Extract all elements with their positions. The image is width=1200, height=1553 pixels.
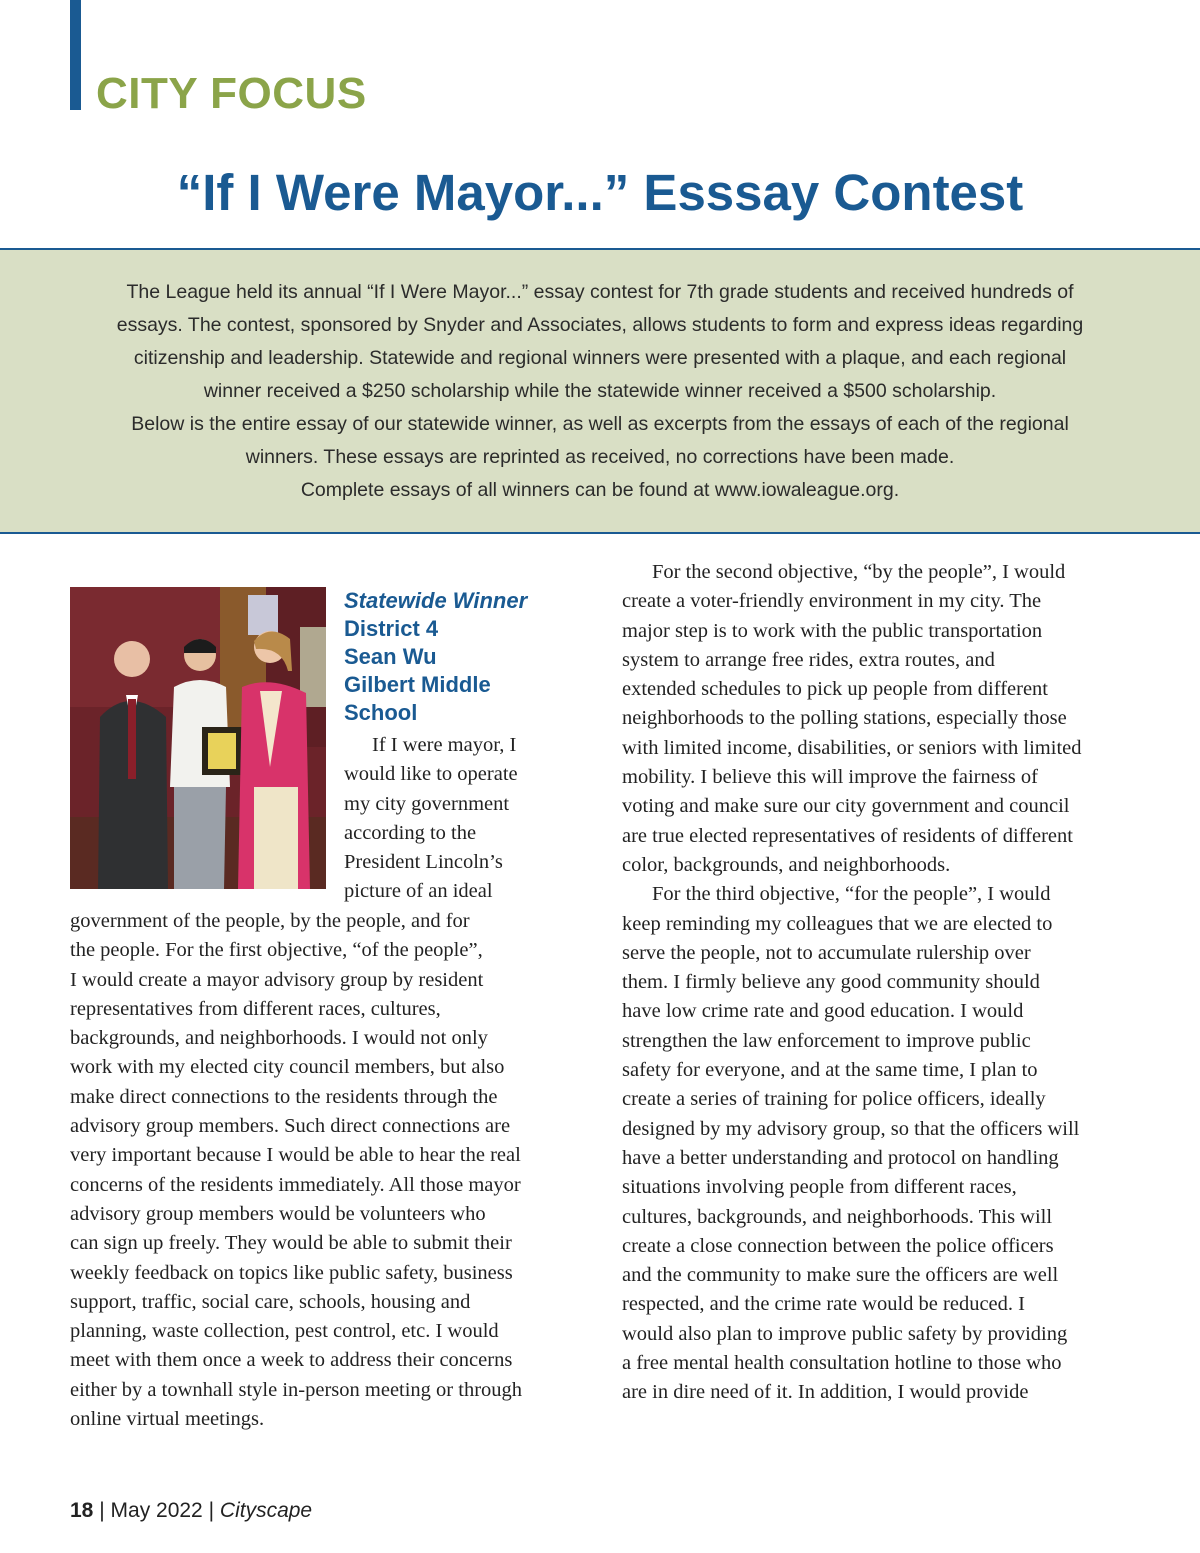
page-number: 18 <box>70 1499 94 1522</box>
essay-line: create a close connection between the police officers <box>622 1234 1054 1257</box>
essay-line: government of the people, by the people, and for <box>70 910 470 932</box>
intro-line: essays. The contest, sponsored by Snyder and Associates, allows students to form and express ideas regarding <box>116 314 1084 336</box>
essay-line: color, backgrounds, and neighborhoods. <box>622 853 951 876</box>
essay-line: For the second objective, “by the people”, I would <box>652 561 1066 583</box>
essay-line: President Lincoln’s <box>344 851 503 874</box>
footer-separator: | <box>99 1499 105 1522</box>
essay-line: either by a townhall style in-person meeting or through <box>70 1378 523 1401</box>
essay-column-left <box>70 907 582 1434</box>
intro-box <box>0 248 1200 534</box>
essay-line: backgrounds, and neighborhoods. I would not only <box>70 1027 488 1050</box>
section-accent-bar <box>70 0 81 110</box>
winner-byline <box>344 587 584 727</box>
essay-line: and the community to make sure the officers are well <box>622 1264 1059 1287</box>
intro-paragraph <box>60 276 1140 507</box>
essay-line: are true elected representatives of residents of different <box>622 824 1073 847</box>
essay-line: have low crime rate and good education. I would <box>622 1000 1024 1023</box>
essay-line: create a series of training for police officers, ideally <box>622 1088 1046 1111</box>
winner-name: Sean Wu <box>344 644 437 669</box>
essay-line: online virtual meetings. <box>70 1408 265 1431</box>
essay-column-right <box>622 558 1137 1408</box>
issue-date: May 2022 <box>110 1499 203 1522</box>
essay-line: would like to operate <box>344 763 518 786</box>
essay-line: advisory group members would be volunteers who <box>70 1202 486 1225</box>
essay-wrap-column <box>344 731 576 907</box>
winner-photo <box>70 587 326 889</box>
essay-line: serve the people, not to accumulate rulership over <box>622 941 1031 964</box>
essay-line: extended schedules to pick up people from different <box>622 678 1048 701</box>
essay-line: picture of an ideal <box>344 880 493 903</box>
winner-school: Gilbert Middle <box>344 672 491 697</box>
essay-line: If I were mayor, I <box>372 734 517 756</box>
essay-line: safety for everyone, and at the same time, I plan to <box>622 1059 1038 1082</box>
essay-line: planning, waste collection, pest control, etc. I would <box>70 1320 499 1343</box>
essay-line: work with my elected city council members, but also <box>70 1056 505 1079</box>
winner-award: Statewide Winner <box>344 588 528 613</box>
essay-line: have a better understanding and protocol on handling <box>622 1146 1059 1169</box>
essay-line: my city government <box>344 792 510 815</box>
essay-line: according to the <box>344 821 477 844</box>
essay-line: neighborhoods to the polling stations, especially those <box>622 707 1067 730</box>
intro-line: winners. These essays are reprinted as received, no corrections have been made. <box>245 446 955 468</box>
article-headline: “If I Were Mayor...” Esssay Contest <box>176 164 1024 221</box>
essay-line: them. I firmly believe any good community should <box>622 971 1040 994</box>
essay-line: with limited income, disabilities, or seniors with limited <box>622 736 1082 759</box>
essay-line: representatives from different races, cultures, <box>70 997 441 1020</box>
essay-line: I would create a mayor advisory group by resident <box>70 968 484 991</box>
essay-line: can sign up freely. They would be able to submit their <box>70 1232 512 1255</box>
essay-line: designed by my advisory group, so that the officers will <box>622 1117 1080 1140</box>
essay-line: support, traffic, social care, schools, housing and <box>70 1290 471 1313</box>
page-footer <box>70 1496 312 1526</box>
essay-line: concerns of the residents immediately. All those mayor <box>70 1173 521 1196</box>
essay-line: advisory group members. Such direct connections are <box>70 1115 511 1138</box>
essay-line: keep reminding my colleagues that we are elected to <box>622 912 1053 935</box>
essay-line: weekly feedback on topics like public safety, business <box>70 1261 513 1284</box>
essay-line: make direct connections to the residents through the <box>70 1085 498 1108</box>
section-label-rest: FOCUS <box>210 69 367 118</box>
essay-line: major step is to work with the public transportation <box>622 619 1043 642</box>
intro-line: winner received a $250 scholarship while the statewide winner received a $500 scholarship. <box>203 380 997 402</box>
essay-line: a free mental health consultation hotline to those who <box>622 1352 1062 1375</box>
magazine-name: Cityscape <box>219 1499 313 1522</box>
section-label-strong: CITY <box>96 69 198 118</box>
essay-line: would also plan to improve public safety by providing <box>622 1322 1068 1345</box>
section-label <box>96 68 367 120</box>
intro-line: citizenship and leadership. Statewide and regional winners were presented with a plaque, and each regional <box>133 347 1067 369</box>
essay-line: respected, and the crime rate would be reduced. I <box>622 1293 1025 1316</box>
essay-line: system to arrange free rides, extra routes, and <box>622 648 995 671</box>
essay-line: situations involving people from different races, <box>622 1176 1017 1199</box>
essay-line: cultures, backgrounds, and neighborhoods. This will <box>622 1205 1053 1228</box>
essay-line: create a voter-friendly environment in my city. The <box>622 590 1042 613</box>
intro-line: The League held its annual “If I Were Mayor...” essay contest for 7th grade students and received hundreds of <box>126 281 1074 303</box>
winner-school: School <box>344 700 418 725</box>
winner-photo-illustration <box>70 587 326 889</box>
essay-line: mobility. I believe this will improve the fairness of <box>622 766 1038 789</box>
intro-line: Complete essays of all winners can be found at www.iowaleague.org. <box>300 479 900 501</box>
footer-separator: | <box>208 1499 215 1522</box>
winner-district: District 4 <box>344 616 439 641</box>
essay-line: very important because I would be able to hear the real <box>70 1144 521 1167</box>
essay-line: the people. For the first objective, “of the people”, <box>70 939 483 962</box>
intro-line: Below is the entire essay of our statewide winner, as well as excerpts from the essays of each of the regional <box>131 413 1069 435</box>
essay-line: strengthen the law enforcement to improve public <box>622 1029 1031 1052</box>
essay-line: are in dire need of it. In addition, I would provide <box>622 1381 1029 1404</box>
essay-line: voting and make sure our city government and council <box>622 795 1070 818</box>
essay-line: meet with them once a week to address their concerns <box>70 1349 513 1372</box>
essay-line: For the third objective, “for the people”, I would <box>652 883 1051 906</box>
